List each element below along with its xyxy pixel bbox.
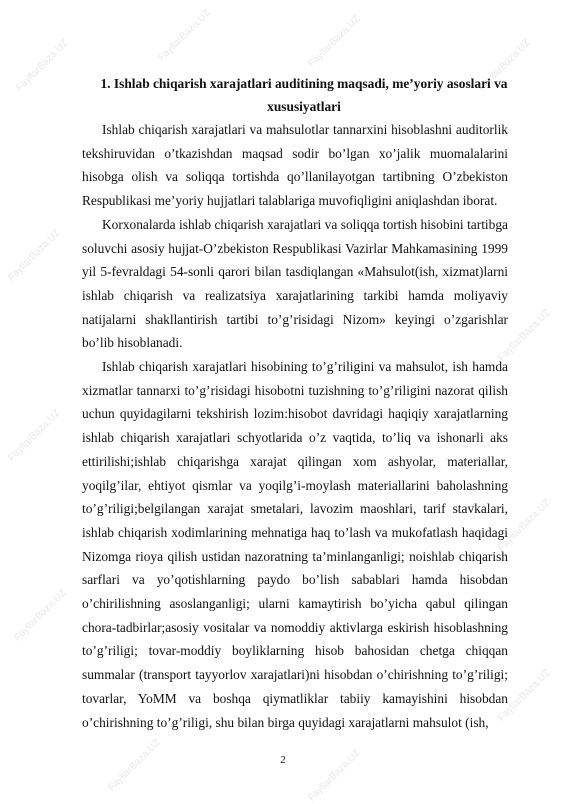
page-number: 2 [280,754,286,766]
paragraph: Ishlab chiqarish xarajatlari hisobining to’g’riligini va mahsulot, ish hamda xizmatlar tannarxi to’g’risidagi hisobotni tuzishning to’g’riligini nazorat qilish uchun quyidagilarni tekshirish lozim:hisobot davridagi haqiqiy xarajatlarning ishlab chiqarish xarajatlari schyotlarida o’z vaqtida, to’liq va ishonarli aks ettirilishi;ishlab chiqarishga xarajat qilingan xom ashyolar, materiallar, yoqilg’ilar, ehtiyot qismlar va yoqilg’i-moylash materiallarini baholashning to’g’riligi;belgilangan xarajat smetalari, lavozim maoshlari, tarif stavkalari, ishlab chiqarish xodimlarining mehnatiga haq to’lash va mukofatlash haqidagi Nizomga rioya qilish ustidan nazoratning ta’minlanganligi; noishlab chiqarish sarflari va yo’qotishlarning paydo bo’lish sabablari hamda hisobdan o’chirilishning asoslanganligi; ularni kamaytirish bo’yicha qabul qilingan chora-tadbirlar;asosiy vositalar va nomoddiy aktivlarga eskirish hisoblashning to’g’riligi; tovar-moddiy boyliklarning hisob bahosidan chetga chiqqan summalar (transport tayyorlov xarajatlari)ni hisobdan o’chirishning to’g’riligi; tovarlar, YoMM va boshqa qiymatliklar tabiiy kamayishini hisobdan o’chirishning to’g’riligi, shu bilan birga quyidagi xarajatlarni mahsulot (ish, [82,359,508,730]
watermark: FayllarBaza.UZ [6,407,63,464]
watermark: FayllarBaza.UZ [6,227,63,284]
paragraph: Korxonalarda ishlab chiqarish xarajatlari va soliqqa tortish hisobini tartibga soluvchi asosiy hujjat-O’zbekiston Respublikasi Vazirlar Mahkamasining 1999 yil 5-fevraldagi 54-sonli qarori bilan tasdiqlangan «Mahsulot(ish, xizmat)larni ishlab chiqarish va realizatsiya xarajatlarining tarkibi hamda moliyaviy natijalarni shakllantirish tartibi to’g’risidagi Nizom» keyingi o’zgarishlar bo’lib hisoblanadi. [82,216,508,351]
watermark: FayllarBaza.UZ [106,737,163,794]
watermark: FayllarBaza.UZ [306,13,363,70]
watermark: FayllarBaza.UZ [496,497,553,554]
watermark: FayllarBaza.UZ [12,587,69,644]
document-body [82,72,508,734]
watermark: FayllarBaza.UZ [496,307,553,364]
watermark: FayllarBaza.UZ [496,667,553,724]
section-title: 1. Ishlab chiqarish xarajatlari auditining maqsadi, me’yoriy asoslari va xususiyatlari [100,76,508,114]
watermark: FayllarBaza.UZ [156,7,213,64]
paragraph: Ishlab chiqarish xarajatlari va mahsulotlar tannarxini hisoblashni auditorlik tekshiruvidan o’tkazishdan maqsad sodir bo’lgan xo’jalik muomalalarini hisobga olish va soliqqa tortishda qo’llanilayotgan tartibning O’zbekiston Respublikasi me’yoriy hujjatlari talablariga muvofiqligini aniqlashdan iborat. [82,122,508,209]
watermark: FayllarBaza.UZ [14,37,71,94]
watermark: FayllarBaza.UZ [306,747,363,804]
watermark: FayllarBaza.UZ [476,37,533,94]
